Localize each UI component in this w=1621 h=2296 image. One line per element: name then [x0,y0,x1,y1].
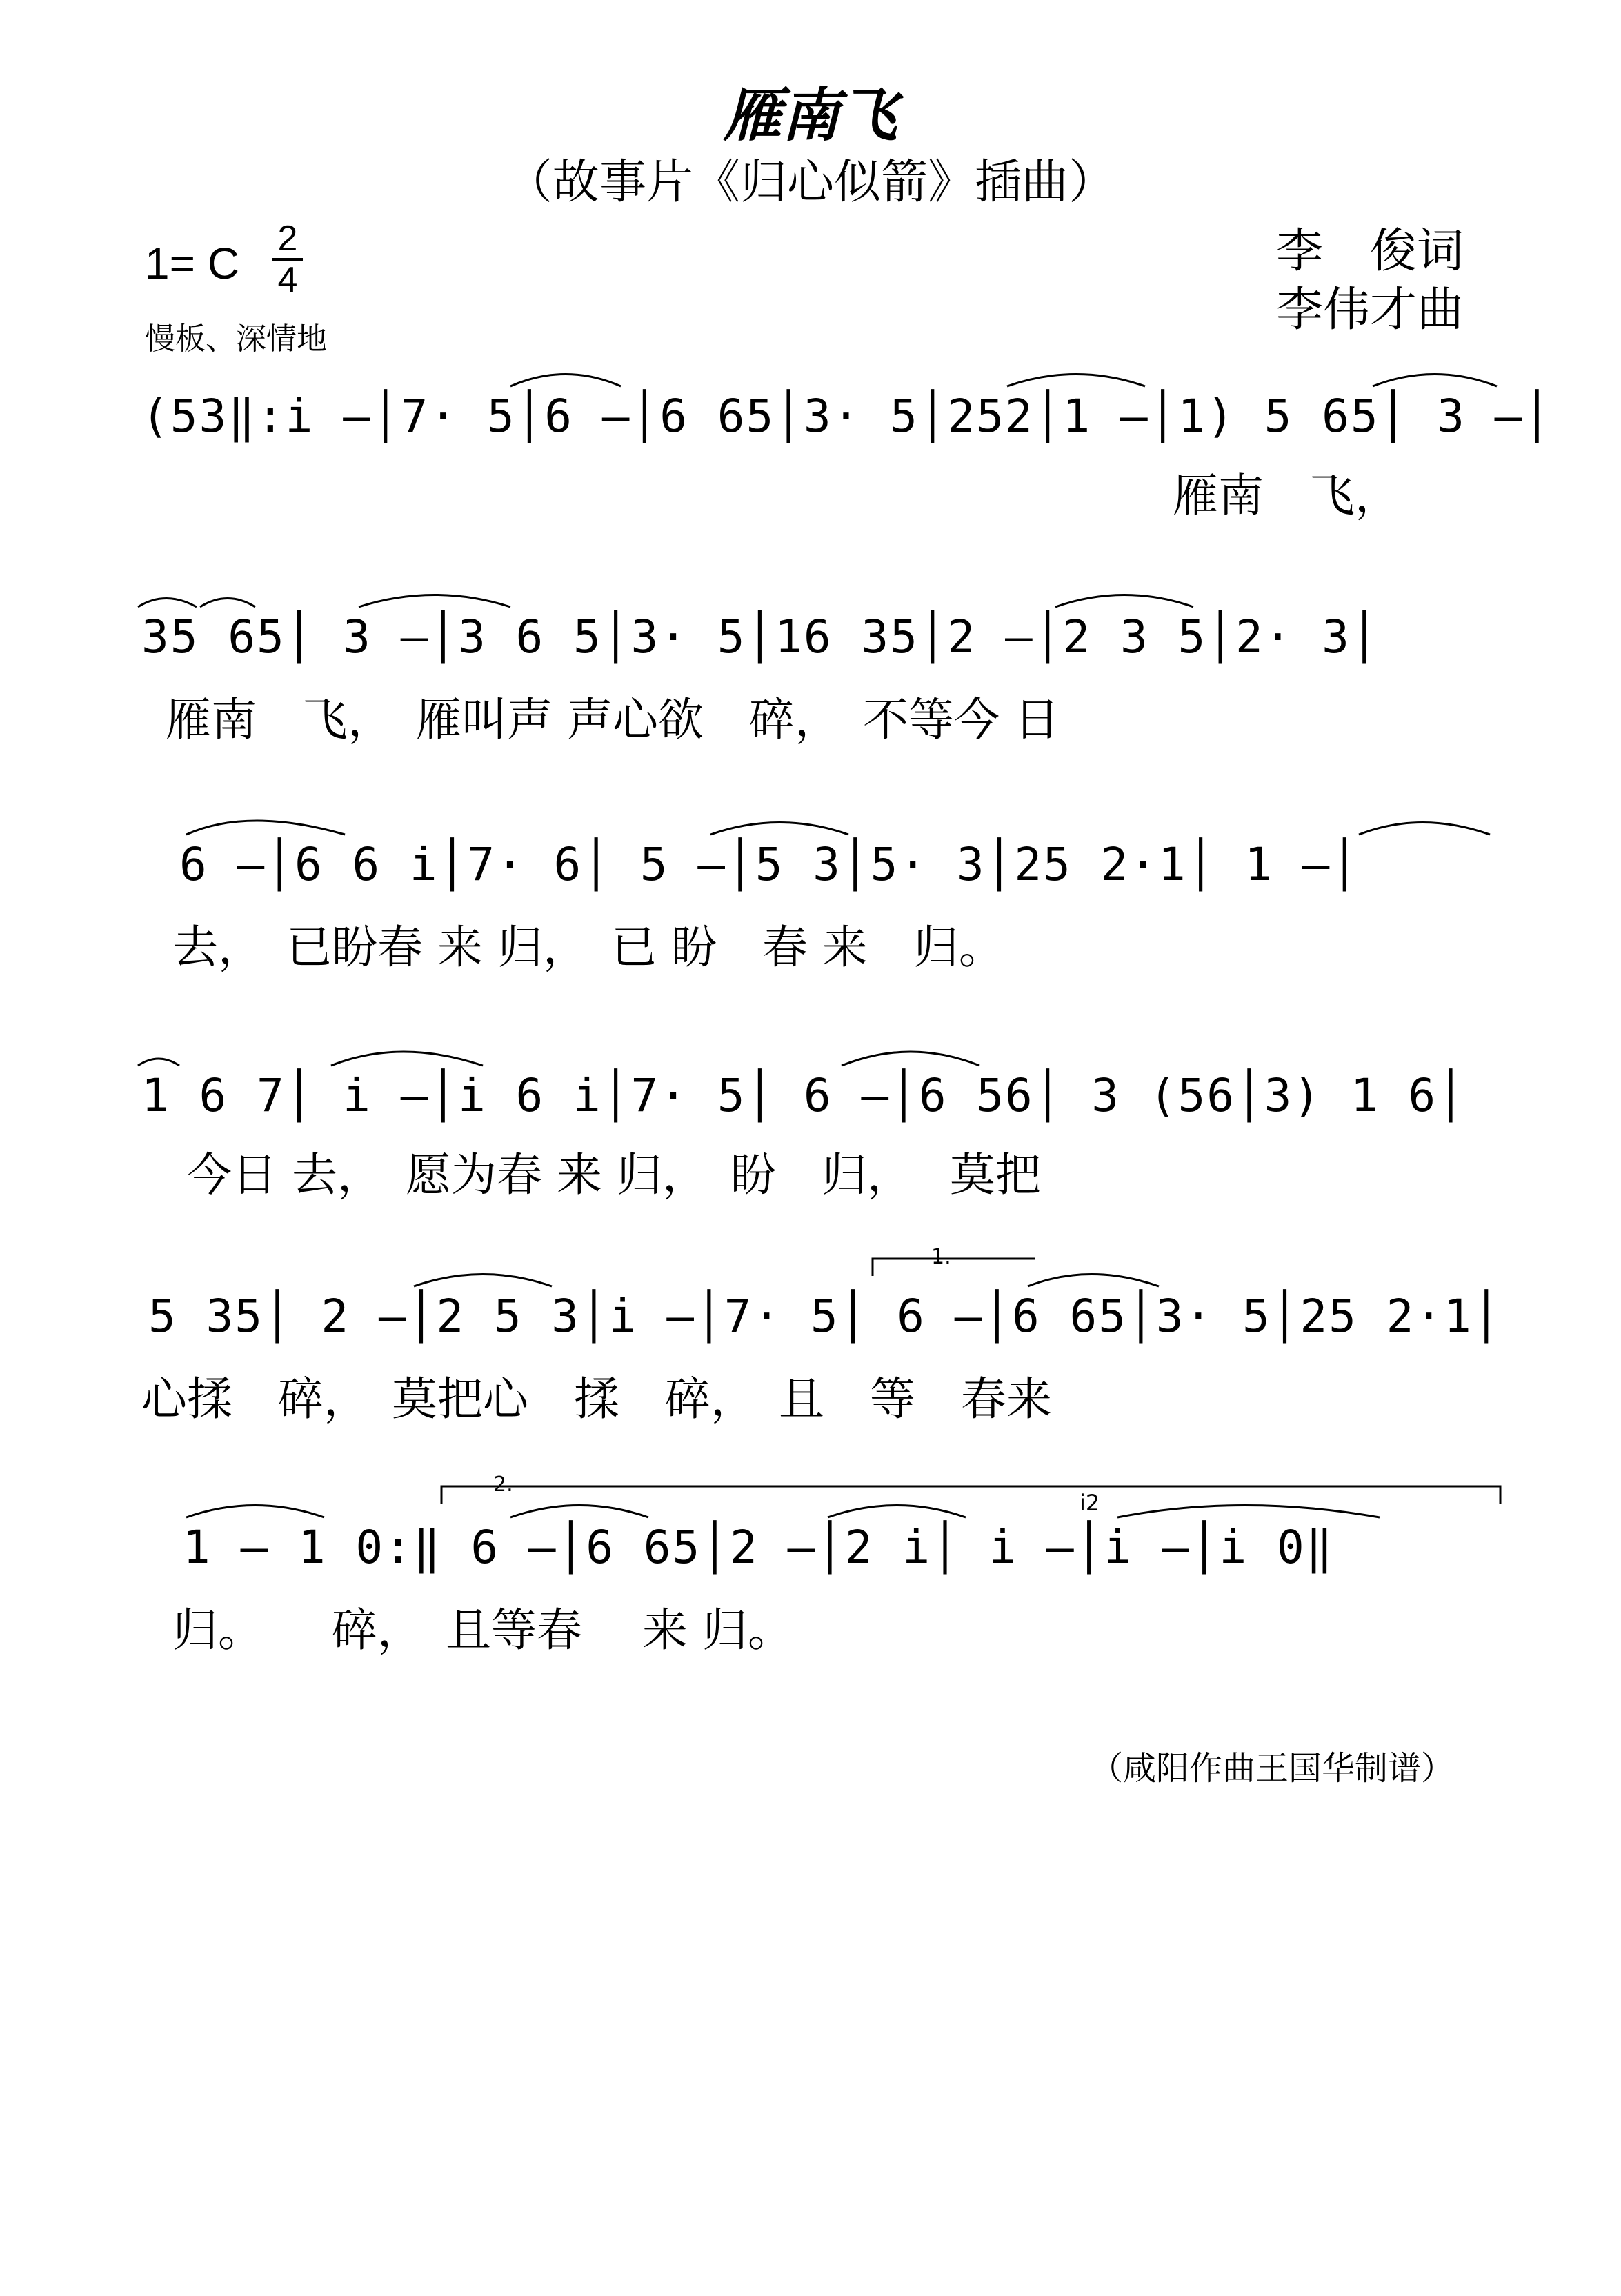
notation-line-1: (53‖:i̇ –│7· 5│6 –│6 65│3· 5│252│1 –│1) 5 65│ 3 –│ [141,390,1553,443]
slur [510,375,621,387]
lyrics-line-3: 去， 已盼春 来 归， 已 盼 春 来 归。 [172,921,1004,974]
lyrics-line-4: 今日 去， 愿为春 来 归， 盼 归， 莫把 [186,1148,1041,1201]
volta-second-bracket [441,1486,1500,1504]
slur [1007,375,1145,387]
song-subtitle: （故事片《归心似箭》插曲） [505,155,1115,210]
lyrics-line-6: 归。 碎， 且等春 来 归。 [172,1604,793,1657]
notation-line-4: 1 6 7│ i̇ –│i̇ 6 i̇│7· 5│ 6 –│6 56│ 3 (56│3) 1 6│ [141,1069,1466,1122]
slur [414,1275,552,1287]
volta-first-label: 1. [931,1245,951,1269]
slur [138,1059,179,1066]
slur [510,1506,648,1518]
notation-line-6: 1 – 1 0:‖ 6 –│6 65│2 –│2 i̇│ i̇ –│i̇ –│i̇ 0‖ [183,1521,1335,1574]
notation-line-3: 6 –│6 6 i̇│7· 6│ 5 –│5 3│5· 3│25 2·1│ 1 –│ [179,838,1360,891]
slur [710,823,848,835]
slur [828,1506,966,1518]
slur [1117,1506,1380,1518]
key-signature: 1= C [145,239,239,288]
slur [1373,375,1497,387]
slur [200,599,255,608]
lyrics-line-5: 心揉 碎， 莫把心 揉 碎， 且 等 春来 [141,1372,1052,1426]
volta-second-label: 2. [493,1473,513,1497]
lyrics-line-1: 雁南 飞， [1173,469,1400,522]
composer-credit: 李伟才曲 [1276,283,1464,337]
song-title: 雁南飞 [723,81,897,149]
time-denominator: 4 [277,260,298,300]
slur [1359,823,1490,835]
slur [331,1052,483,1066]
time-numerator: 2 [272,219,303,261]
slur [842,1052,979,1066]
tempo-marking: 慢板、深情地 [145,321,327,357]
slur [186,821,345,835]
notation-line-5: 5 35│ 2 –│2 5 3│i̇ –│7· 5│ 6 –│6 65│3· 5│25 2·1│ [148,1290,1502,1343]
slur [359,595,510,608]
lyrics-line-2: 雁南 飞， 雁叫声 声心欲 碎， 不等今 日 [166,693,1060,746]
notation-line-2: 35 65│ 3 –│3 6 5│3· 5│16 35│2 –│2 3 5│2· 3│ [141,610,1380,663]
slur [186,1506,324,1518]
slur [1055,595,1193,608]
lyricist-credit: 李 俊词 [1276,224,1464,279]
slur [1028,1275,1159,1287]
grace-note: i̇2 [1080,1490,1100,1516]
slur [138,599,197,608]
volta-first-bracket [873,1259,1035,1276]
transcriber-credit: （咸阳作曲王国华制谱） [1090,1749,1455,1788]
